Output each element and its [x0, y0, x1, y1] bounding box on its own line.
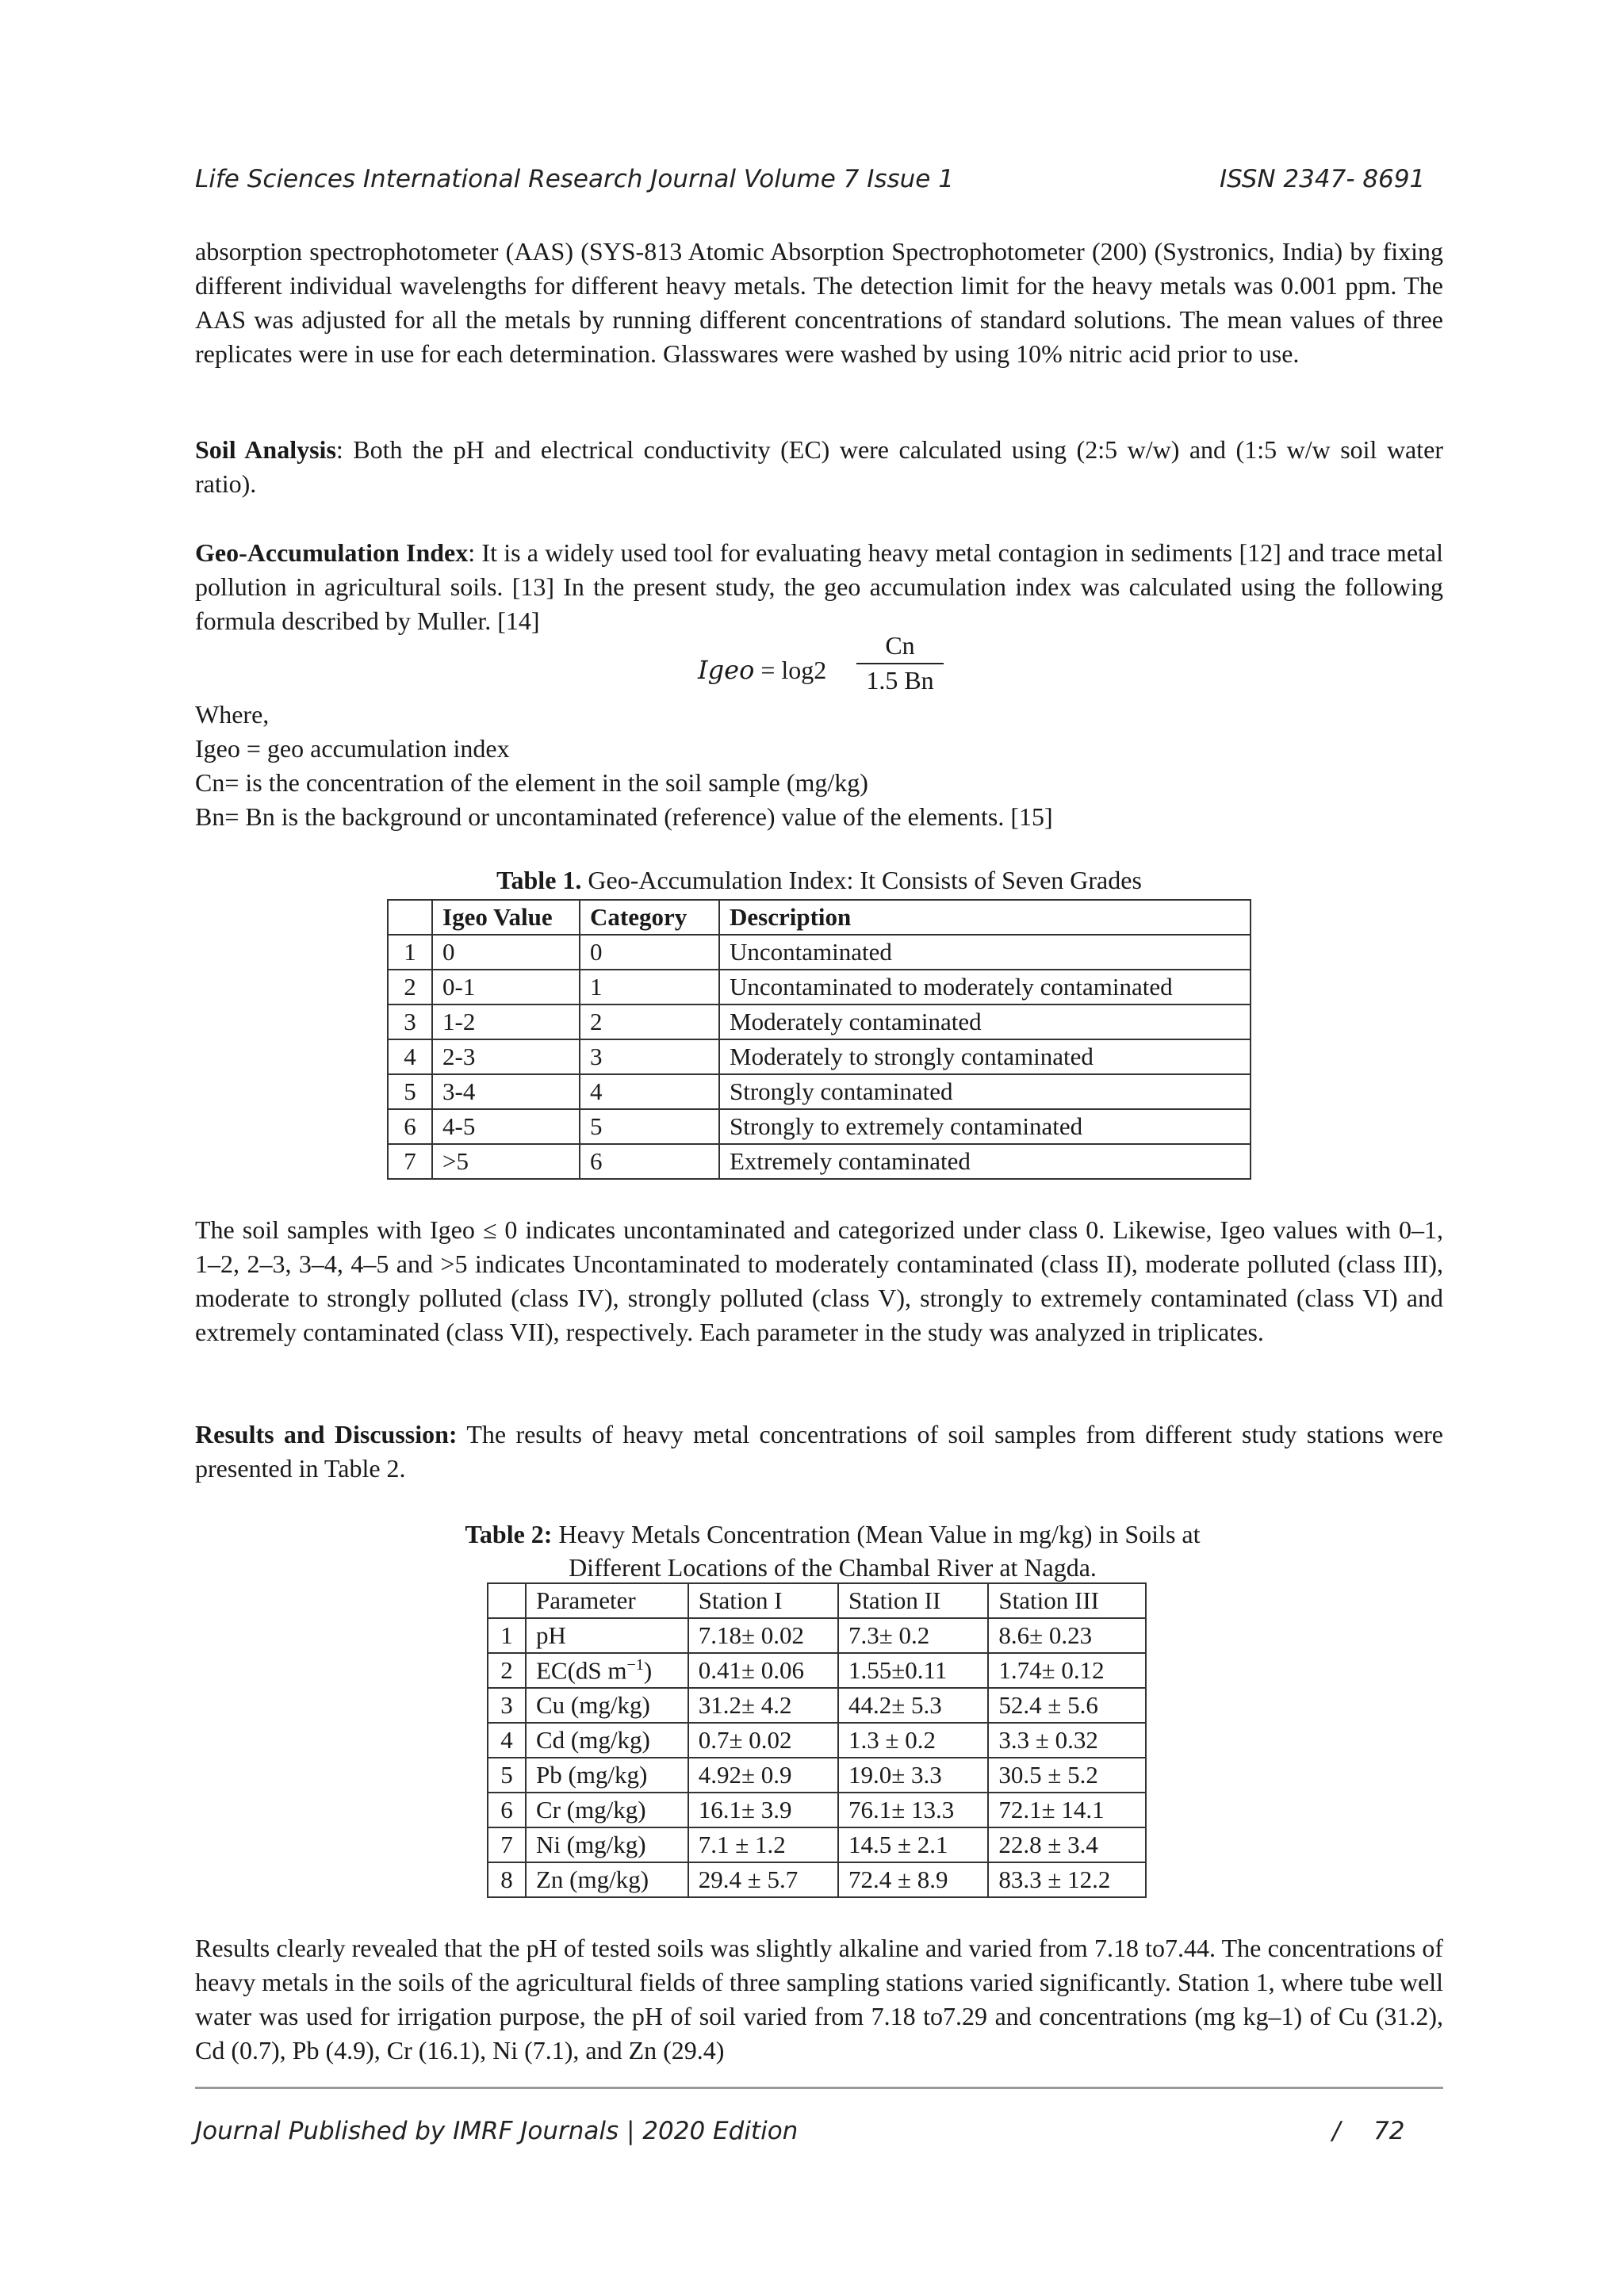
table2-row	[488, 1723, 1146, 1758]
table-heavy-metals	[487, 1582, 1147, 1898]
table2-cell: 1.55±0.11	[838, 1653, 988, 1688]
table1-cell: 1	[580, 970, 719, 1004]
table1-row	[388, 1109, 1251, 1144]
footer-separator: /	[1332, 2117, 1341, 2145]
table1-cell: 4	[388, 1039, 432, 1074]
soil-analysis-heading: Soil Analysis	[195, 435, 336, 464]
table2-cell: 4	[488, 1723, 526, 1758]
table2-header-cell: Station I	[688, 1583, 838, 1618]
table1-header-cell	[388, 900, 432, 935]
table1-cell: Strongly contaminated	[719, 1074, 1251, 1109]
formula-definitions	[195, 698, 1443, 834]
table1-cell: 5	[580, 1109, 719, 1144]
table2-caption: Table 2: Heavy Metals Concentration (Mean Value in mg/kg) in Soils at Different Locations of the Chambal River at Nagda.	[465, 1520, 1201, 1582]
table1-row	[388, 1074, 1251, 1109]
table1-cell: Uncontaminated to moderately contaminated	[719, 970, 1251, 1004]
table2-cell: 8.6± 0.23	[988, 1618, 1146, 1653]
paragraph-geo-accumulation	[195, 536, 1443, 638]
table2-row	[488, 1758, 1146, 1793]
table2-cell: 7.3± 0.2	[838, 1618, 988, 1653]
formula-denominator: 1.5 Bn	[866, 666, 934, 695]
table2-cell: 4.92± 0.9	[688, 1758, 838, 1793]
table1-row	[388, 1039, 1251, 1074]
table1-cell: 2	[580, 1004, 719, 1039]
table1-cell: Strongly to extremely contaminated	[719, 1109, 1251, 1144]
table2-cell: 76.1± 13.3	[838, 1793, 988, 1827]
definition-bn: Bn= Bn is the background or uncontaminated (reference) value of the elements. [15]	[195, 802, 1053, 831]
geo-accumulation-text: : It is a widely used tool for evaluating heavy metal contagion in sediments [12] and trace metal pollution in agricultural soils. [13] In the present study, the geo accumulation index was calculated using the following formula described by Muller. [14]	[195, 538, 1444, 635]
table1-header-row	[388, 900, 1251, 935]
formula-log: = log2	[754, 656, 827, 684]
page-number: 72	[1373, 2117, 1405, 2145]
table1-cell: 7	[388, 1144, 432, 1179]
table2-cell: 72.4 ± 8.9	[838, 1862, 988, 1897]
table1-cell: 0	[580, 935, 719, 970]
table1-cell: Moderately contaminated	[719, 1004, 1251, 1039]
paragraph-soil-analysis	[195, 433, 1443, 501]
table2-row	[488, 1688, 1146, 1723]
table2-cell: 1.74± 0.12	[988, 1653, 1146, 1688]
table2-cell: Zn (mg/kg)	[526, 1862, 688, 1897]
table2-cell: 3	[488, 1688, 526, 1723]
table2-cell: Cr (mg/kg)	[526, 1793, 688, 1827]
table2-cell: 72.1± 14.1	[988, 1793, 1146, 1827]
table1-cell: Extremely contaminated	[719, 1144, 1251, 1179]
formula-numerator: Cn	[856, 631, 944, 664]
footer-journal: Journal Published by IMRF Journals | 2020 Edition	[195, 2117, 799, 2145]
results-text: The results of heavy metal concentrations of soil samples from different study stations were presented in Table 2.	[195, 1420, 1443, 1483]
running-header-journal: Life Sciences International Research Journal Volume 7 Issue 1	[195, 165, 954, 193]
formula-fraction	[856, 631, 944, 696]
table1-header-cell: Igeo Value	[432, 900, 580, 935]
table2-cell: 83.3 ± 12.2	[988, 1862, 1146, 1897]
table2-cell: Cu (mg/kg)	[526, 1688, 688, 1723]
table2-cell: 29.4 ± 5.7	[688, 1862, 838, 1897]
ec-unit-close: )	[643, 1656, 653, 1685]
table1-cell: 6	[580, 1144, 719, 1179]
table2-cell: Ni (mg/kg)	[526, 1827, 688, 1862]
where-label: Where,	[195, 700, 270, 729]
table2-cell: 0.7± 0.02	[688, 1723, 838, 1758]
definition-cn: Cn= is the concentration of the element in the soil sample (mg/kg)	[195, 768, 868, 797]
table2-cell: Pb (mg/kg)	[526, 1758, 688, 1793]
table1-cell: 3-4	[432, 1074, 580, 1109]
table2-cell: 19.0± 3.3	[838, 1758, 988, 1793]
paragraph-results	[195, 1418, 1443, 1486]
table1-cell: 1	[388, 935, 432, 970]
table1-cell: 2-3	[432, 1039, 580, 1074]
table1-cell: Uncontaminated	[719, 935, 1251, 970]
table2-header-cell: Station II	[838, 1583, 988, 1618]
table2-header-row	[488, 1583, 1146, 1618]
table2-row	[488, 1618, 1146, 1653]
geo-accumulation-heading: Geo-Accumulation Index	[195, 538, 469, 567]
table1-header-cell: Category	[580, 900, 719, 935]
formula-lhs: Igeo	[698, 655, 755, 685]
table2-cell: 0.41± 0.06	[688, 1653, 838, 1688]
table2-cell: 2	[488, 1653, 526, 1688]
table2-header-cell: Station III	[988, 1583, 1146, 1618]
table1-header-cell: Description	[719, 900, 1251, 935]
table1-row	[388, 1144, 1251, 1179]
paragraph-results-detail: Results clearly revealed that the pH of tested soils was slightly alkaline and varied from 7.18 to7.44. The concentrations of heavy metals in the soils of the agricultural fields of three sampling stations varied significantly. Station 1, where tube well water was used for irrigation purpose, the pH of soil varied from 7.18 to7.29 and concentrations (mg kg–1) of Cu (31.2), Cd (0.7), Pb (4.9), Cr (16.1), Ni (7.1), and Zn (29.4)	[195, 1934, 1443, 2064]
table2-cell: 7	[488, 1827, 526, 1862]
table2-row	[488, 1827, 1146, 1862]
table1-cell: 5	[388, 1074, 432, 1109]
table2-cell: 7.18± 0.02	[688, 1618, 838, 1653]
results-heading: Results and Discussion:	[195, 1420, 458, 1448]
table1-cell: 4-5	[432, 1109, 580, 1144]
table1-cell: 2	[388, 970, 432, 1004]
table1-caption: Table 1. Geo-Accumulation Index: It Consists of Seven Grades	[496, 866, 1142, 894]
table2-cell: 30.5 ± 5.2	[988, 1758, 1146, 1793]
definition-igeo: Igeo = geo accumulation index	[195, 734, 510, 763]
table1-cell: 3	[388, 1004, 432, 1039]
table1-cell: 1-2	[432, 1004, 580, 1039]
table2-cell: 1.3 ± 0.2	[838, 1723, 988, 1758]
table2-row	[488, 1653, 1146, 1688]
running-header-issn: ISSN 2347- 8691	[1220, 165, 1426, 193]
table2-cell: pH	[526, 1618, 688, 1653]
table1-cell: 3	[580, 1039, 719, 1074]
table1-cell: 4	[580, 1074, 719, 1109]
table2-cell: 7.1 ± 1.2	[688, 1827, 838, 1862]
table2-cell: 22.8 ± 3.4	[988, 1827, 1146, 1862]
table1-row	[388, 935, 1251, 970]
paragraph-igeo-classes: The soil samples with Igeo ≤ 0 indicates uncontaminated and categorized under class 0. Likewise, Igeo values with 0–1, 1–2, 2–3, 3–4, 4–5 and >5 indicates Uncontaminated to moderately contaminated (class II), moderate polluted (class III), moderate to strongly polluted (class IV), strongly polluted (class V), strongly to extremely contaminated (class VI) and extremely contaminated (class VII), respectively. Each parameter in the study was analyzed in triplicates.	[195, 1215, 1443, 1346]
table2-cell: 8	[488, 1862, 526, 1897]
table1-cell: 0	[432, 935, 580, 970]
soil-analysis-text: : Both the pH and electrical conductivity (EC) were calculated using (2:5 w/w) and (1:5 w/w soil water ratio).	[195, 435, 1444, 498]
table1-row	[388, 1004, 1251, 1039]
paragraph-aas: absorption spectrophotometer (AAS) (SYS-813 Atomic Absorption Spectrophotometer (200) (Systronics, India) by fixing different individual wavelengths for different heavy metals. The detection limit for the heavy metals was 0.001 ppm. The AAS was adjusted for all the metals by running different concentrations of standard solutions. The mean values of three replicates were in use for each determination. Glasswares were washed by using 10% nitric acid prior to use.	[195, 237, 1443, 368]
table2-row	[488, 1862, 1146, 1897]
table2-cell: 16.1± 3.9	[688, 1793, 838, 1827]
table2-cell: 5	[488, 1758, 526, 1793]
table2-cell: 6	[488, 1793, 526, 1827]
ec-unit-label: EC(dS m	[536, 1656, 627, 1685]
table2-header-cell: Parameter	[526, 1583, 688, 1618]
table2-cell	[526, 1653, 688, 1688]
table2-cell: Cd (mg/kg)	[526, 1723, 688, 1758]
table2-cell: 31.2± 4.2	[688, 1688, 838, 1723]
table1-cell: 0-1	[432, 970, 580, 1004]
table2-cell: 1	[488, 1618, 526, 1653]
table2-cell: 52.4 ± 5.6	[988, 1688, 1146, 1723]
table2-header-cell	[488, 1583, 526, 1618]
table2-cell: 14.5 ± 2.1	[838, 1827, 988, 1862]
table2-cell: 44.2± 5.3	[838, 1688, 988, 1723]
table1-cell: 6	[388, 1109, 432, 1144]
footer-rule	[195, 2087, 1443, 2089]
table1-cell: Moderately to strongly contaminated	[719, 1039, 1251, 1074]
table1-cell: >5	[432, 1144, 580, 1179]
table1-row	[388, 970, 1251, 1004]
table2-cell: 3.3 ± 0.32	[988, 1723, 1146, 1758]
ec-unit-superscript: −1	[626, 1655, 644, 1674]
table2-row	[488, 1793, 1146, 1827]
table-geo-accumulation-grades	[387, 899, 1251, 1180]
